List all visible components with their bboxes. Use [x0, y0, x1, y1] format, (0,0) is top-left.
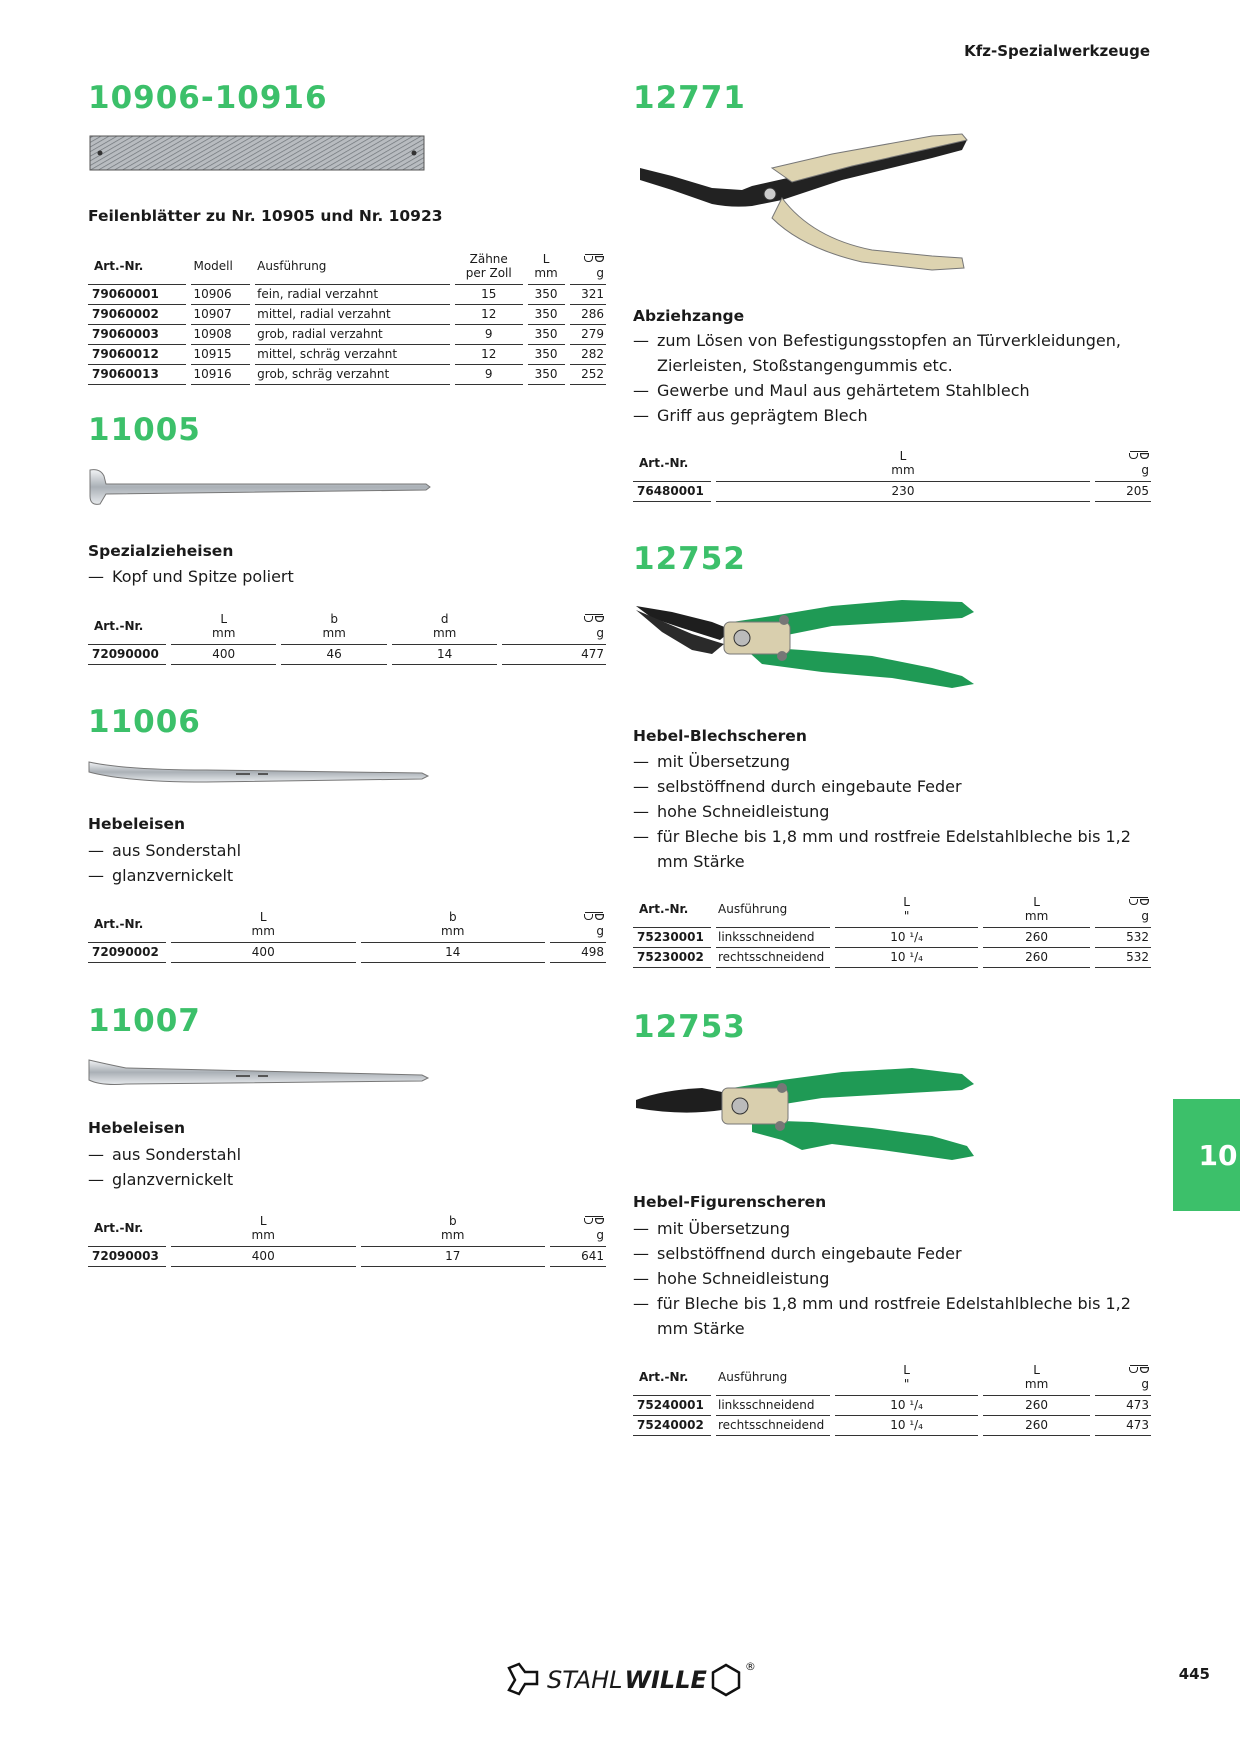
length-inch: 10 ¹/₄	[835, 927, 978, 947]
product-title: Spezialzieheisen	[88, 542, 234, 560]
weight-scale-icon	[584, 911, 604, 921]
ausfuehrung: grob, schräg verzahnt	[255, 364, 450, 385]
product-code: 11007	[88, 1003, 201, 1039]
length: 260	[983, 1395, 1090, 1415]
col-weight: g	[550, 910, 606, 942]
bullet-list	[633, 328, 1153, 428]
modell: 10906	[191, 284, 250, 304]
zaehne: 12	[455, 304, 523, 324]
length: 350	[528, 304, 565, 324]
col-d: d mm	[432, 612, 457, 640]
art-nr: 75240002	[633, 1415, 711, 1436]
col-b: b mm	[441, 1214, 465, 1242]
col-ausfuehrung: Ausführung	[718, 1370, 788, 1384]
spec-table	[83, 252, 611, 385]
ausfuehrung: linksschneidend	[716, 1395, 830, 1415]
col-length: L mm	[251, 910, 275, 938]
table-row	[88, 344, 606, 364]
bullet-item: — aus Sonderstahl	[88, 1142, 241, 1167]
nut-icon	[709, 1663, 743, 1697]
bullet-item: — für Bleche bis 1,8 mm und rostfreie Edelstahlbleche bis 1,2 mm Stärke	[633, 1291, 1153, 1341]
table-row	[88, 1246, 606, 1267]
bullet-item: — glanzvernickelt	[88, 1167, 241, 1192]
zaehne: 15	[455, 284, 523, 304]
diameter-d: 14	[392, 644, 497, 665]
bullet-list	[88, 838, 241, 888]
spec-table	[628, 1363, 1156, 1436]
col-b: b mm	[322, 612, 346, 640]
col-length-inch: L "	[903, 895, 910, 923]
col-length: L mm	[212, 612, 236, 640]
spec-table	[83, 1214, 611, 1267]
weight-scale-icon	[1129, 450, 1149, 460]
weight-scale-icon	[1129, 896, 1149, 906]
length: 260	[983, 927, 1090, 947]
table-row	[88, 284, 606, 304]
weight: 321	[570, 284, 606, 304]
col-length-mm: L mm	[1024, 895, 1049, 923]
product-code: 11006	[88, 704, 201, 740]
length-inch: 10 ¹/₄	[835, 947, 978, 968]
width-b: 17	[361, 1246, 546, 1267]
spec-table	[83, 612, 611, 665]
weight: 282	[570, 344, 606, 364]
bullet-item: — hohe Schneidleistung	[633, 1266, 1153, 1291]
table-row	[88, 644, 606, 665]
table-row	[633, 1395, 1151, 1415]
page-number: 445	[1178, 1665, 1210, 1683]
col-art-nr: Art.-Nr.	[94, 1221, 144, 1235]
length: 230	[716, 481, 1090, 502]
table-row	[633, 481, 1151, 502]
col-ausfuehrung: Ausführung	[718, 902, 788, 916]
modell: 10908	[191, 324, 250, 344]
weight: 498	[550, 942, 606, 963]
ausfuehrung: linksschneidend	[716, 927, 830, 947]
pry-bar-image	[86, 1056, 432, 1090]
col-weight: g	[1095, 895, 1151, 927]
product-code: 12753	[633, 1009, 746, 1045]
bullet-item: — Kopf und Spitze poliert	[88, 564, 294, 589]
length: 400	[171, 1246, 356, 1267]
bullet-item: — mit Übersetzung	[633, 749, 1153, 774]
clip-pliers-image	[632, 128, 977, 276]
ausfuehrung: mittel, radial verzahnt	[255, 304, 450, 324]
chapter-tab: 10	[1173, 1099, 1240, 1211]
product-title: Hebeleisen	[88, 815, 186, 833]
bullet-list	[633, 749, 1153, 874]
modell: 10916	[191, 364, 250, 385]
weight: 477	[502, 644, 606, 665]
zaehne: 12	[455, 344, 523, 364]
weight: 641	[550, 1246, 606, 1267]
col-art-nr: Art.-Nr.	[639, 1370, 689, 1384]
col-length-inch: L "	[903, 1363, 910, 1391]
file-blade-image	[88, 134, 428, 172]
art-nr: 75230002	[633, 947, 711, 968]
width-b: 14	[361, 942, 546, 963]
stahlwille-logo	[505, 1660, 756, 1700]
bullet-item: — selbstöffnend durch eingebaute Feder	[633, 774, 1153, 799]
weight: 473	[1095, 1415, 1151, 1436]
length: 260	[983, 1415, 1090, 1436]
weight: 252	[570, 364, 606, 385]
col-b: b mm	[441, 910, 465, 938]
art-nr: 72090003	[88, 1246, 166, 1267]
table-row	[633, 947, 1151, 968]
wrench-icon	[505, 1660, 545, 1700]
table-row	[633, 1415, 1151, 1436]
pry-bar-image	[86, 756, 432, 786]
bullet-item: — zum Lösen von Befestigungsstopfen an Türverkleidungen, Zierleisten, Stoßstangengummis etc.	[633, 328, 1153, 378]
weight: 279	[570, 324, 606, 344]
bullet-item: — Griff aus geprägtem Blech	[633, 403, 1153, 428]
col-art-nr: Art.-Nr.	[639, 902, 689, 916]
registered-mark: ®	[744, 1660, 756, 1673]
weight: 286	[570, 304, 606, 324]
modell: 10915	[191, 344, 250, 364]
col-weight: g	[1095, 449, 1151, 481]
col-weight: g	[502, 612, 606, 644]
col-weight: g	[570, 252, 606, 284]
zaehne: 9	[455, 364, 523, 385]
col-length-mm: L mm	[1024, 1363, 1049, 1391]
bullet-list	[88, 1142, 241, 1192]
bullet-item: — mit Übersetzung	[633, 1216, 1153, 1241]
art-nr: 75240001	[633, 1395, 711, 1415]
table-row	[88, 942, 606, 963]
zaehne: 9	[455, 324, 523, 344]
spec-table	[628, 449, 1156, 502]
col-art-nr: Art.-Nr.	[94, 259, 144, 273]
spec-table	[628, 895, 1156, 968]
art-nr: 72090000	[88, 644, 166, 665]
product-title: Hebel-Figurenscheren	[633, 1193, 827, 1211]
col-art-nr: Art.-Nr.	[94, 917, 144, 931]
product-code: 12752	[633, 541, 746, 577]
ausfuehrung: grob, radial verzahnt	[255, 324, 450, 344]
weight: 205	[1095, 481, 1151, 502]
ausfuehrung: fein, radial verzahnt	[255, 284, 450, 304]
art-nr: 79060013	[88, 364, 186, 385]
length: 350	[528, 324, 565, 344]
ausfuehrung: rechtsschneidend	[716, 1415, 830, 1436]
product-code: 11005	[88, 412, 201, 448]
col-modell: Modell	[193, 259, 233, 273]
logo-text-stahl: STAHL	[547, 1666, 623, 1694]
col-ausfuehrung: Ausführung	[257, 259, 327, 273]
art-nr: 75230001	[633, 927, 711, 947]
weight: 532	[1095, 927, 1151, 947]
length: 350	[528, 364, 565, 385]
weight: 473	[1095, 1395, 1151, 1415]
bullet-item: — selbstöffnend durch eingebaute Feder	[633, 1241, 1153, 1266]
bullet-item: — für Bleche bis 1,8 mm und rostfreie Edelstahlbleche bis 1,2 mm Stärke	[633, 824, 1153, 874]
col-art-nr: Art.-Nr.	[639, 456, 689, 470]
width-b: 46	[281, 644, 386, 665]
product-code: 12771	[633, 80, 746, 116]
bullet-item: — Gewerbe und Maul aus gehärtetem Stahlblech	[633, 378, 1153, 403]
bullet-item: — aus Sonderstahl	[88, 838, 241, 863]
col-weight: g	[1095, 1363, 1151, 1395]
product-title: Abziehzange	[633, 307, 745, 325]
length-inch: 10 ¹/₄	[835, 1415, 978, 1436]
bullet-list	[633, 1216, 1153, 1341]
col-length: L mm	[891, 449, 915, 477]
weight-scale-icon	[1129, 1364, 1149, 1374]
table-row	[88, 364, 606, 385]
length: 350	[528, 284, 565, 304]
logo-text-wille: WILLE	[624, 1666, 707, 1694]
ausfuehrung: rechtsschneidend	[716, 947, 830, 968]
col-weight: g	[550, 1214, 606, 1246]
figure-shears-image	[632, 1060, 977, 1170]
weight-scale-icon	[584, 1215, 604, 1225]
bullet-item: — glanzvernickelt	[88, 863, 241, 888]
product-code: 10906-10916	[88, 80, 328, 116]
pull-bar-image	[86, 466, 432, 512]
weight-scale-icon	[584, 253, 604, 263]
length: 400	[171, 644, 276, 665]
col-length: L mm	[534, 252, 558, 280]
art-nr: 72090002	[88, 942, 166, 963]
art-nr: 79060002	[88, 304, 186, 324]
col-length: L mm	[251, 1214, 275, 1242]
art-nr: 79060012	[88, 344, 186, 364]
length-inch: 10 ¹/₄	[835, 1395, 978, 1415]
ausfuehrung: mittel, schräg verzahnt	[255, 344, 450, 364]
spec-table	[83, 910, 611, 963]
weight-scale-icon	[584, 613, 604, 623]
table-row	[88, 304, 606, 324]
product-title: Hebeleisen	[88, 1119, 186, 1137]
length: 350	[528, 344, 565, 364]
length: 260	[983, 947, 1090, 968]
section-header: Kfz-Spezialwerkzeuge	[964, 42, 1150, 60]
product-title: Feilenblätter zu Nr. 10905 und Nr. 10923	[88, 207, 443, 225]
product-title: Hebel-Blechscheren	[633, 727, 807, 745]
sheet-metal-shears-image	[632, 592, 977, 692]
bullet-item: — hohe Schneidleistung	[633, 799, 1153, 824]
weight: 532	[1095, 947, 1151, 968]
art-nr: 79060001	[88, 284, 186, 304]
bullet-list	[88, 564, 294, 589]
col-zaehne: Zähne per Zoll	[465, 252, 512, 280]
art-nr: 76480001	[633, 481, 711, 502]
table-row	[633, 927, 1151, 947]
art-nr: 79060003	[88, 324, 186, 344]
col-art-nr: Art.-Nr.	[94, 619, 144, 633]
length: 400	[171, 942, 356, 963]
table-row	[88, 324, 606, 344]
modell: 10907	[191, 304, 250, 324]
